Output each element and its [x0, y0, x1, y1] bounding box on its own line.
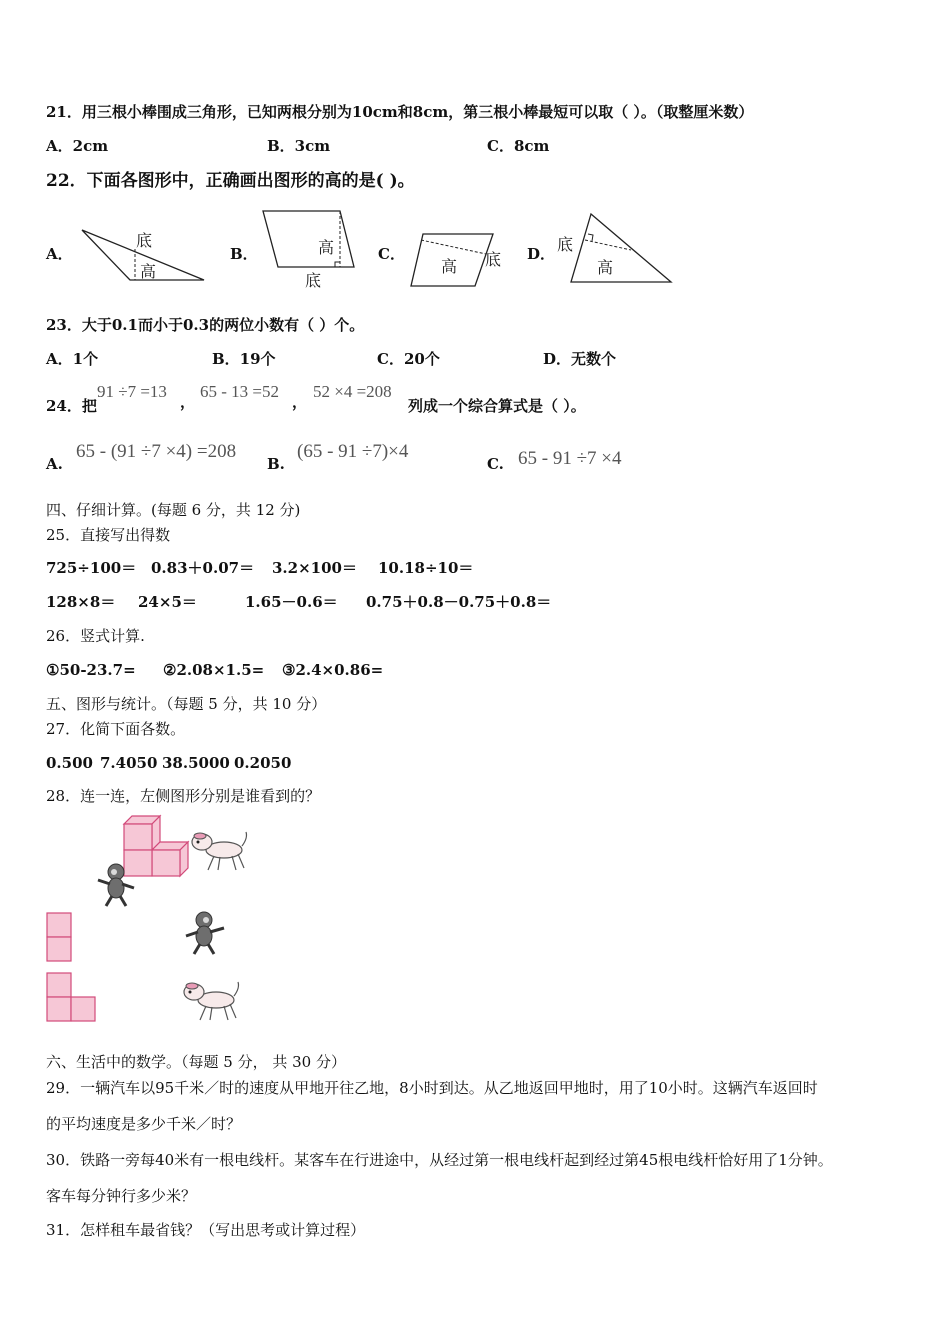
q26-stem: 26．竖式计算.	[46, 627, 145, 645]
monkey-icon	[92, 862, 138, 910]
q27-item: 7.4050	[100, 754, 158, 772]
dog-icon	[188, 828, 248, 874]
section-5-title: 五、图形与统计。（每题 5 分，共 10 分）	[46, 695, 327, 713]
q26-item: ①50-23.7=	[46, 661, 136, 679]
q24-expression-b: (65 - 91 ÷7)×4	[297, 441, 409, 462]
q22-label-d[interactable]: D．	[527, 245, 556, 263]
q24-label-a[interactable]: A.	[46, 455, 63, 473]
q21-option-b[interactable]: B．3cm	[267, 137, 331, 155]
q22-label-a[interactable]: A．	[46, 245, 73, 263]
q31-stem: 31．怎样租车最省钱？（写出思考或计算过程）	[46, 1221, 366, 1239]
q27-stem: 27．化简下面各数。	[46, 720, 186, 738]
q30-line-2: 客车每分钟行多少米？	[46, 1187, 197, 1205]
q24-equation-2: 65 - 13 =52	[200, 382, 279, 401]
q22-b-height-word: 高	[318, 238, 335, 257]
q23-option-c[interactable]: C．20个	[377, 350, 440, 368]
section-6-title: 六、生活中的数学。（每题 5 分， 共 30 分）	[46, 1053, 346, 1071]
q25-item: 725÷100＝	[46, 559, 137, 577]
q22-a-height-word: 高	[140, 262, 157, 281]
q24-comma-2: ，	[292, 393, 308, 411]
q24-label-c[interactable]: C.	[487, 455, 504, 473]
q29-line-1: 29．一辆汽车以95千米／时的速度从甲地开往乙地，8小时到达。从乙地返回甲地时，用了10小时。这辆汽车返回时	[46, 1079, 818, 1097]
q24-expression-a: 65 - (91 ÷7 ×4) =208	[76, 441, 237, 462]
q26-item: ③2.4×0.86=	[282, 661, 384, 679]
q22-figure-a	[80, 222, 210, 286]
q21-option-c[interactable]: C．8cm	[487, 137, 550, 155]
q24-equation-3: 52 ×4 =208	[313, 382, 392, 401]
q23-option-b[interactable]: B．19个	[212, 350, 276, 368]
section-4-title: 四、仔细计算。(每题 6 分，共 12 分)	[46, 501, 301, 519]
q25-item: 0.75＋0.8－0.75＋0.8＝	[366, 593, 552, 611]
q24-expression-c: 65 - 91 ÷7 ×4	[518, 448, 622, 469]
q24-prefix: 24．把	[46, 397, 97, 415]
q23-option-d[interactable]: D．无数个	[543, 350, 617, 368]
q25-item: 1.65－0.6＝	[245, 593, 338, 611]
q22-d-base-word: 底	[557, 235, 574, 254]
q22-figure-c	[405, 230, 515, 290]
q27-item: 0.2050	[234, 754, 292, 772]
q22-stem: 22．下面各图形中，正确画出图形的高的是( )。	[46, 171, 415, 191]
q22-label-c[interactable]: C．	[378, 245, 405, 263]
view-two-squares-figure	[46, 912, 72, 964]
q23-stem: 23．大于0.1而小于0.3的两位小数有（ ）个。	[46, 316, 365, 334]
q22-a-base-word: 底	[136, 231, 153, 250]
q22-label-b[interactable]: B．	[230, 245, 258, 263]
q25-stem: 25．直接写出得数	[46, 526, 171, 544]
q21-stem: 21．用三根小棒围成三角形，已知两根分别为10cm和8cm，第三根小棒最短可以取（ ）。（取整厘米数）	[46, 103, 754, 121]
q25-item: 10.18÷10＝	[378, 559, 474, 577]
q25-item: 0.83＋0.07＝	[151, 559, 255, 577]
q24-label-b[interactable]: B.	[267, 455, 285, 473]
q22-figure-d	[555, 210, 675, 286]
q29-line-2: 的平均速度是多少千米／时？	[46, 1115, 242, 1133]
q22-c-height-word: 高	[441, 257, 458, 276]
q24-comma-1: ，	[180, 393, 196, 411]
monkey-icon	[182, 910, 228, 958]
q27-item: 38.5000	[162, 754, 230, 772]
q22-d-height-word: 高	[597, 258, 614, 277]
q25-item: 3.2×100＝	[272, 559, 357, 577]
q23-option-a[interactable]: A．1个	[46, 350, 99, 368]
q24-suffix: 列成一个综合算式是（ ）。	[408, 397, 586, 415]
q25-item: 128×8＝	[46, 593, 116, 611]
q25-item: 24×5＝	[138, 593, 197, 611]
view-l-shape-figure	[46, 972, 98, 1024]
q30-line-1: 30．铁路一旁每40米有一根电线杆。某客车在行进途中，从经过第一根电线杆起到经过第45根电线杆恰好用了1分钟。	[46, 1151, 833, 1169]
q26-item: ②2.08×1.5=	[163, 661, 265, 679]
q21-option-a[interactable]: A．2cm	[46, 137, 109, 155]
q22-figure-b	[258, 208, 358, 294]
q28-stem: 28．连一连，左侧图形分别是谁看到的？	[46, 787, 321, 805]
dog-icon	[180, 978, 240, 1024]
q22-b-base-word: 底	[305, 271, 322, 290]
q24-equation-1: 91 ÷7 =13	[97, 382, 167, 401]
q22-c-base-word: 底	[485, 250, 502, 269]
q27-item: 0.500	[46, 754, 93, 772]
